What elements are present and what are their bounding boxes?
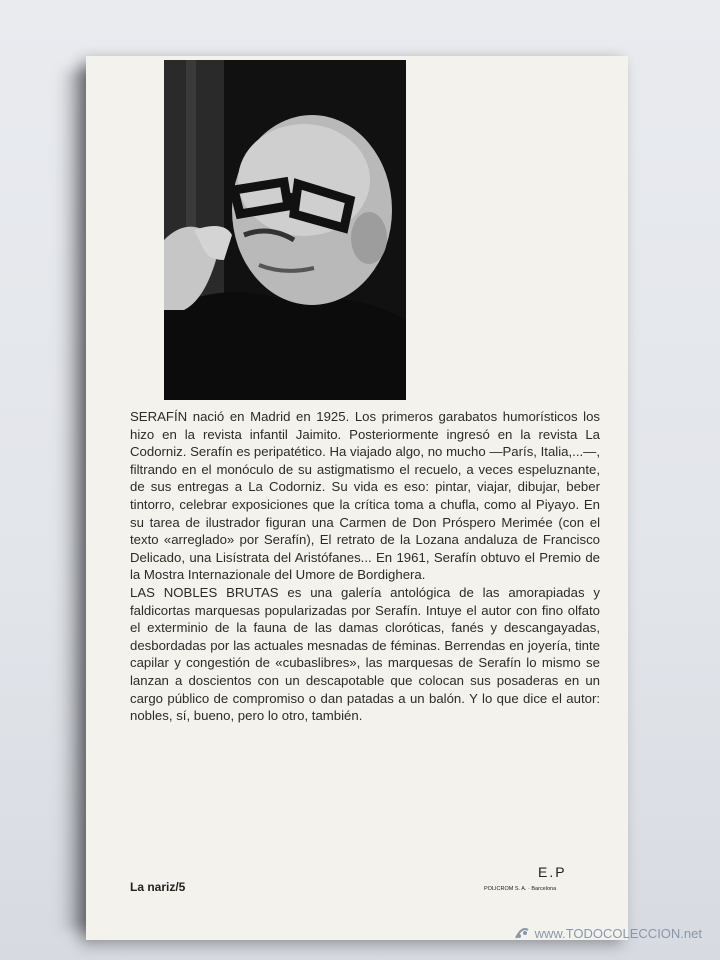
author-bio: SERAFÍN nació en Madrid en 1925. Los primeros garabatos humorísticos los hizo en la revista infantil Jaimito. Posteriormente ingresó en la revista La Codorniz. Serafín es peripatético. Ha viajado algo, no mucho —París, Italia,...—, filtrando en el monóculo de su astigmatismo el recuelo, a veces espeluznante, de sus entregas a La Codorniz. Su vida es eso: pintar, viajar, dibujar, beber tintorro, celebrar exposiciones que la crítica toma a chufla, como al Piyayo. En su tarea de ilustrador figuran una Carmen de Don Próspero Merimée (con el texto «arreglado» por Serafín), El retrato de la Lozana andaluza de Francisco Delicado, una Lisístrata del Aristófanes... En 1961, Serafín obtuvo el Premio de la Mostra Internazionale del Umore de Bordighera. [130, 409, 600, 583]
book-back-cover [86, 56, 628, 940]
watermark-text: www.TODOCOLECCION.net [534, 925, 702, 941]
todocoleccion-logo-icon [513, 924, 531, 942]
book-blurb: LAS NOBLES BRUTAS es una galería antológica de las amorapiadas y faldicortas marquesas popularizadas por Serafín. Intuye el autor con fino olfato el exterminio de la fauna de las damas cloróticas, fanés y descangayadas, desbordadas por las actuales mesnadas de féminas. Berrendas en joyería, tinte capilar y congestión de «cubaslibres», las marquesas de Serafín lo mismo se lanzan a doscientos con un descapotable que colocan sus posaderas en un cargo público de compromiso o dan patadas a un balón. Y lo que dice el autor: nobles, sí, bueno, pero lo otro, también. [130, 584, 600, 724]
printer-credit: POLICROM S. A. · Barcelona [484, 886, 557, 892]
publisher-mark: E.P [538, 864, 567, 880]
back-cover-text [130, 408, 600, 725]
series-label: La nariz/5 [130, 880, 186, 894]
author-photo [164, 60, 406, 400]
site-watermark [513, 924, 702, 942]
